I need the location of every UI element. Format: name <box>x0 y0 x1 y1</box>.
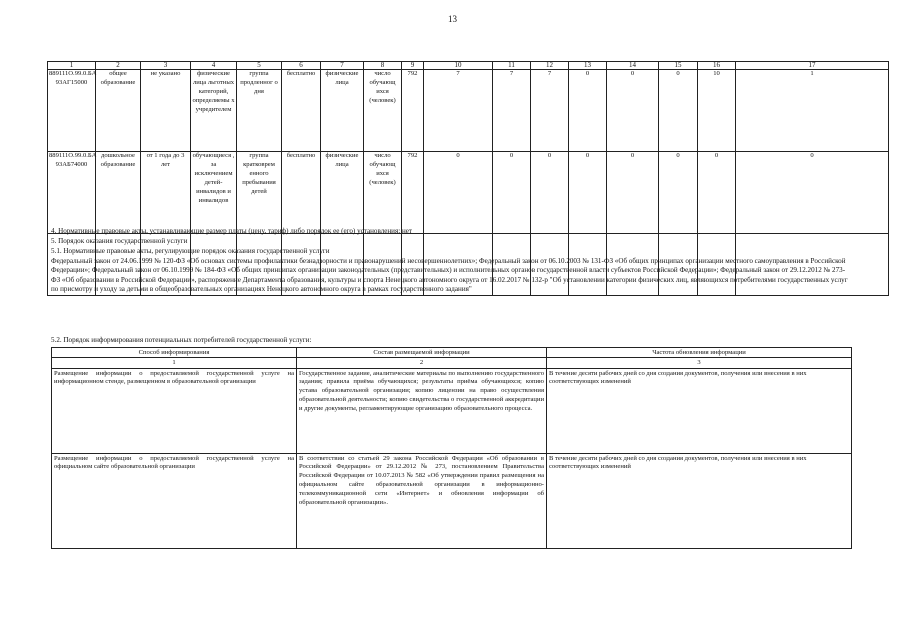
header-cell: 1 <box>52 358 297 368</box>
table-cell: 0 <box>607 152 659 234</box>
table-header-row <box>52 348 852 358</box>
table-cell: Государственное задание, аналитические материалы по выполнению государственного задания; правила приёма обучающихся; результаты приёма обучающихся; копию устава образовательной организации; копию лицензии на право осуществления образовательной деятельности; копию свидетельства о государственной аккредитации и другие документы, регламентирующие организацию образовательного процесса. <box>297 368 547 453</box>
table-row <box>52 453 852 548</box>
table-cell: 0 <box>493 152 531 234</box>
table-cell: физические лица льготных категорий, определяемы х учредителем <box>191 70 237 152</box>
table-row <box>52 368 852 453</box>
header-cell: 15 <box>659 62 698 70</box>
header-cell: 7 <box>321 62 364 70</box>
section-5-2-heading: 5.2. Порядок информирования потенциальных потребителей государственной услуги: <box>51 336 312 344</box>
header-cell: 1 <box>48 62 96 70</box>
header-cell: 8 <box>364 62 402 70</box>
section-5-1-text: Федеральный закон от 24.06.1999 № 120-ФЗ «Об основах системы профилактики безнадзорности и правонарушений несовершеннолетних»; Федеральный закон от 06.10.2003 № 131-ФЗ «Об общих принципах организации местного самоуправления в Российской Федерации»; Федеральный закон от 06.10.1999 № 184-ФЗ «Об общих принципах организации законодательных (представительных) и исполнительных органов государственной власти субъектов Российской Федерации»; Федеральный закон от 29.12.2012 № 273-ФЗ «Об образовании в Российской Федерации», распоряжение Департамента образования, культуры и спорта Ненецкого автономного округа от 16.02.2017 № 132-р "Об установлении категории физических лиц, являющихся потребителями государственных услуг по присмотру и уходу за детьми в общеобразовательных организациях Ненецкого автономного округа в рамках государственного задания" <box>51 257 848 294</box>
table-cell: 0 <box>424 152 493 234</box>
header-cell: Состав размещаемой информации <box>297 348 547 358</box>
table-cell: физические лица <box>321 70 364 152</box>
table-cell: 0 <box>659 70 698 152</box>
header-cell: 2 <box>96 62 141 70</box>
table-row <box>48 70 889 152</box>
table-cell: В течение десяти рабочих дней со дня создания документов, получения или внесения в них соответствующих изменений <box>547 453 852 548</box>
header-cell: 16 <box>698 62 736 70</box>
table-cell: 1 <box>736 70 889 152</box>
table-cell: 7 <box>493 70 531 152</box>
table-cell: дошкольное образование <box>96 152 141 234</box>
table-cell: 792 <box>402 70 424 152</box>
table-cell: 7 <box>424 70 493 152</box>
header-cell: 4 <box>191 62 237 70</box>
header-cell: 9 <box>402 62 424 70</box>
table-cell: число обучающ ихся (человек) <box>364 152 402 234</box>
header-cell: Способ информирования <box>52 348 297 358</box>
column-number-row <box>52 358 852 368</box>
table-cell: 0 <box>736 152 889 234</box>
table-cell: 0 <box>569 70 607 152</box>
table-cell: Размещение информации о предоставляемой государственной услуге на официальном сайте образовательной организации <box>52 453 297 548</box>
table-cell: группа кратковрем енного пребывания детей <box>237 152 282 234</box>
table-cell: бесплатно <box>282 152 321 234</box>
header-cell: 2 <box>297 358 547 368</box>
header-cell: 14 <box>607 62 659 70</box>
section-5-1-heading: 5.1. Нормативные правовые акты, регулирующие порядок оказания государственной услуги <box>51 247 330 255</box>
header-cell: 11 <box>493 62 531 70</box>
header-cell: 12 <box>531 62 569 70</box>
table-cell: общее образование <box>96 70 141 152</box>
table-cell: 0 <box>698 152 736 234</box>
table-cell: 792 <box>402 152 424 234</box>
header-cell: 5 <box>237 62 282 70</box>
section-5-heading: 5. Порядок оказания государственной услуги <box>51 237 188 245</box>
table-cell: В течение десяти рабочих дней со дня создания документов, получения или внесения в них соответствующих изменений <box>547 368 852 453</box>
table-cell: 889111О.99.0.БА 93АБ74000 <box>48 152 96 234</box>
table-cell: В соответствии со статьей 29 закона Российской Федерации «Об образовании в Российской Федерации» от 29.12.2012 № 273, постановлением Правительства Российской Федерации от 10.07.2013 № 582 «Об утверждении правил размещения на официальном сайте образовательной организации в информационно-телекоммуникационной сети «Интернет» и обновления информации об образовательной организации». <box>297 453 547 548</box>
table-cell: группа продленног о дня <box>237 70 282 152</box>
header-cell: 17 <box>736 62 889 70</box>
header-cell: 13 <box>569 62 607 70</box>
table-cell: 10 <box>698 70 736 152</box>
table-cell: 0 <box>569 152 607 234</box>
section-4-paragraph: 4. Нормативные правовые акты, устанавливающие размер платы (цену, тариф) либо порядок ее (его) установления: нет <box>51 227 413 235</box>
table-cell: от 1 года до 3 лет <box>141 152 191 234</box>
table-cell: обучающиеся , за исключением детей-инвалидов и инвалидов <box>191 152 237 234</box>
table-cell: не указано <box>141 70 191 152</box>
table-row <box>48 152 889 234</box>
table-cell: 7 <box>531 70 569 152</box>
header-cell: 6 <box>282 62 321 70</box>
table-cell: Размещение информации о предоставляемой государственной услуге на информационном стенде, размещенном в образовательной организации <box>52 368 297 453</box>
informing-table <box>51 347 852 549</box>
table-cell: 0 <box>659 152 698 234</box>
table-header-row <box>48 62 889 70</box>
table-cell: 0 <box>607 70 659 152</box>
page-number: 13 <box>448 14 457 24</box>
table-cell: бесплатно <box>282 70 321 152</box>
header-cell: 3 <box>141 62 191 70</box>
table-cell: число обучающ ихся (человек) <box>364 70 402 152</box>
header-cell: 10 <box>424 62 493 70</box>
table-cell: 0 <box>531 152 569 234</box>
table-cell: 889111О.99.0.БА 93АГ15000 <box>48 70 96 152</box>
header-cell: Частота обновления информации <box>547 348 852 358</box>
header-cell: 3 <box>547 358 852 368</box>
table-cell: физические лица <box>321 152 364 234</box>
